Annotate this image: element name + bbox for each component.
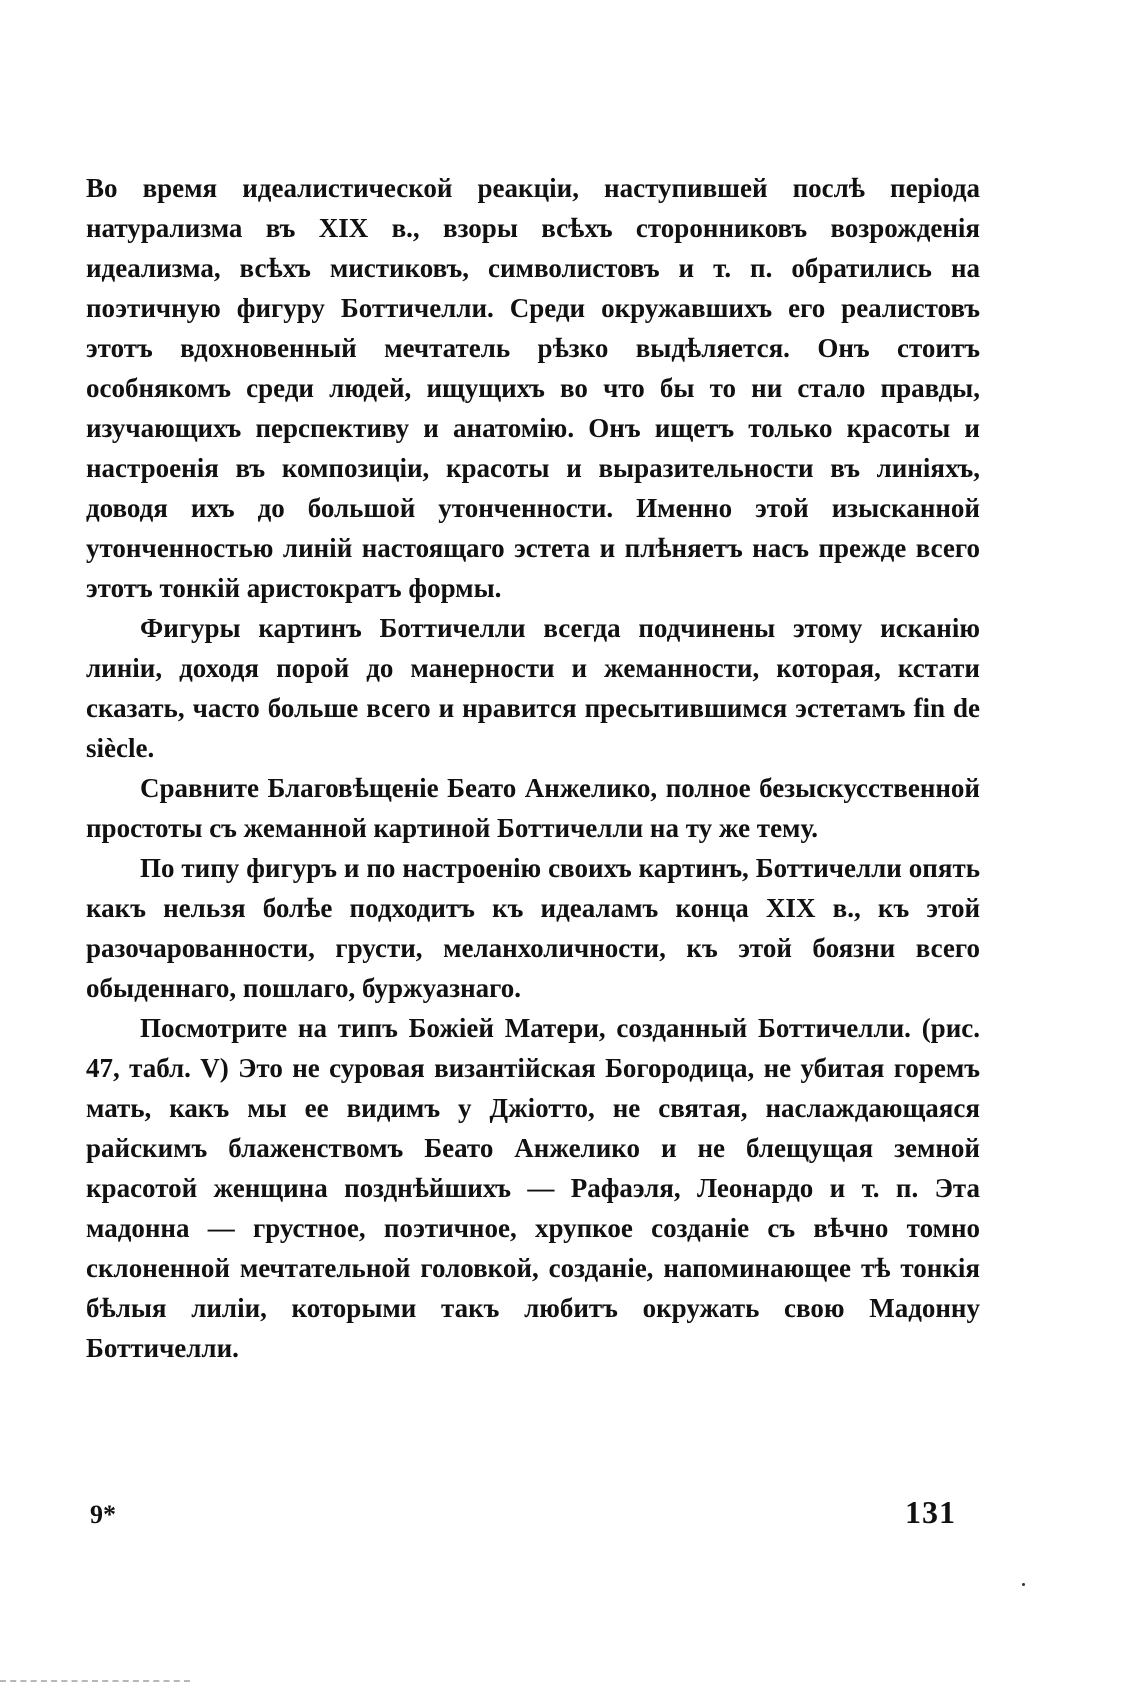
scan-edge-noise — [0, 1680, 190, 1686]
paragraph-4: По типу фигуръ и по настроенію своихъ картинъ, Боттичелли опять какъ нельзя болѣе подходитъ къ идеаламъ конца XIX в., къ этой разочарованности, грусти, меланхоличности, къ этой боязни всего обыденнаго, пошлаго, буржуазнаго. — [86, 853, 980, 1003]
page-number: 131 — [905, 1494, 956, 1530]
scan-dot — [1022, 1583, 1025, 1586]
signature-mark: 9* — [90, 1500, 116, 1529]
page-body-text — [86, 168, 980, 1368]
paragraph-5: Посмотрите на типъ Божіей Матери, созданный Боттичелли. (рис. 47, табл. V) Это не суровая византійская Богородица, не убитая горемъ мать, какъ мы ее видимъ у Джіотто, не святая, наслаждающаяся райскимъ блаженствомъ Беато Анжелико и не блещущая земной красотой женщина позднѣйшихъ — Рафаэля, Леонардо и т. п. Эта мадонна — грустное, поэтичное, хрупкое созданіе съ вѣчно томно склоненной мечтательной головкой, созданіе, напоминающее тѣ тонкія бѣлыя лиліи, которыми такъ любитъ окружать свою Мадонну Боттичелли. — [86, 1013, 980, 1363]
paragraph-3: Сравните Благовѣщеніе Беато Анжелико, полное безыскусственной простоты съ жеманной картиной Боттичелли на ту же тему. — [86, 773, 980, 843]
paragraph-2: Фигуры картинъ Боттичелли всегда подчинены этому исканію линіи, доходя порой до манерности и жеманности, которая, кстати сказать, часто больше всего и нравится пресытившимся эстетамъ fin de siècle. — [86, 613, 980, 763]
paragraph-1: Во время идеалистической реакціи, наступившей послѣ періода натурализма въ XIX в., взоры всѣхъ сторонниковъ возрожденія идеализма, всѣхъ мистиковъ, символистовъ и т. п. обратились на поэтичную фигуру Боттичелли. Среди окружавшихъ его реалистовъ этотъ вдохновенный мечтатель рѣзко выдѣляется. Онъ стоитъ особнякомъ среди людей, ищущихъ во что бы то ни стало правды, изучающихъ перспективу и анатомію. Онъ ищетъ только красоты и настроенія въ композиціи, красоты и выразительности въ линіяхъ, доводя ихъ до большой утонченности. Именно этой изысканной утонченностью линій настоящаго эстета и плѣняетъ насъ прежде всего этотъ тонкій аристократъ формы. — [86, 173, 980, 603]
